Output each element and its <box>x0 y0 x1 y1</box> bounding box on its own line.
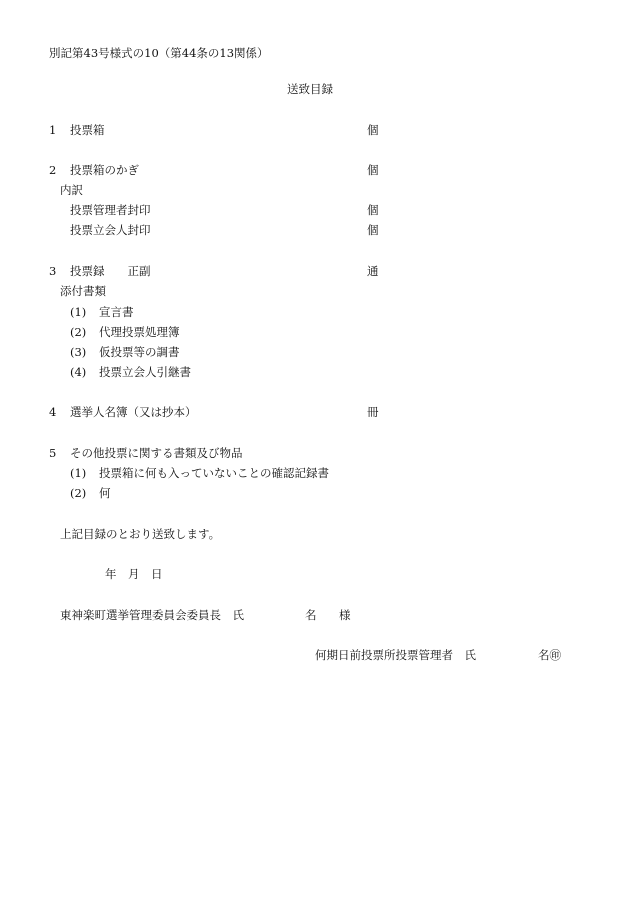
list-item-text: 宣言書 <box>99 305 134 319</box>
list-item-text: 仮投票等の調書 <box>99 345 180 359</box>
list-item-number: (1) <box>70 305 87 319</box>
item-unit: 個 <box>367 123 379 137</box>
sub-item-unit: 個 <box>367 203 379 217</box>
breakdown-label: 内訳 <box>60 183 83 197</box>
item-unit: 個 <box>367 163 379 177</box>
item-label: 投票箱 <box>70 123 105 137</box>
item-number: 2 <box>49 163 57 177</box>
list-item-number: (1) <box>70 466 87 480</box>
sub-item-label: 投票管理者封印 <box>70 203 151 217</box>
item-label: 投票箱のかぎ <box>70 163 139 177</box>
sub-item-unit: 個 <box>367 223 379 237</box>
item-number: 3 <box>49 264 57 278</box>
list-item-text: 投票立会人引継書 <box>99 365 191 379</box>
list-item-text: 投票箱に何も入っていないことの確認記録書 <box>99 466 329 480</box>
item-number: 5 <box>49 446 57 460</box>
item-unit: 通 <box>367 264 379 278</box>
attached-docs-label: 添付書類 <box>60 284 106 298</box>
list-item-number: (2) <box>70 325 87 339</box>
recipient-title: 東神楽町選挙管理委員会委員長 氏 <box>60 608 244 622</box>
sender-name-seal: 名㊞ <box>538 648 561 662</box>
form-header: 別記第43号様式の10（第44条の13関係） <box>49 46 269 60</box>
list-item-number: (2) <box>70 486 87 500</box>
item-unit: 冊 <box>367 405 379 419</box>
sender-title: 何期日前投票所投票管理者 氏 <box>315 648 476 662</box>
document-title: 送致目録 <box>287 82 333 96</box>
list-item-text: 何 <box>99 486 111 500</box>
closing-statement: 上記目録のとおり送致します。 <box>60 527 221 541</box>
list-item-text: 代理投票処理簿 <box>99 325 180 339</box>
item-label: その他投票に関する書類及び物品 <box>70 446 243 460</box>
item-number: 4 <box>49 405 57 419</box>
item-number: 1 <box>49 123 57 137</box>
recipient-honorific: 様 <box>339 608 351 622</box>
date-line: 年 月 日 <box>105 567 163 581</box>
item-label: 投票録 正副 <box>70 264 151 278</box>
item-label: 選挙人名簿（又は抄本） <box>70 405 197 419</box>
sub-item-label: 投票立会人封印 <box>70 223 151 237</box>
recipient-name-placeholder: 名 <box>305 608 317 622</box>
list-item-number: (3) <box>70 345 87 359</box>
list-item-number: (4) <box>70 365 87 379</box>
